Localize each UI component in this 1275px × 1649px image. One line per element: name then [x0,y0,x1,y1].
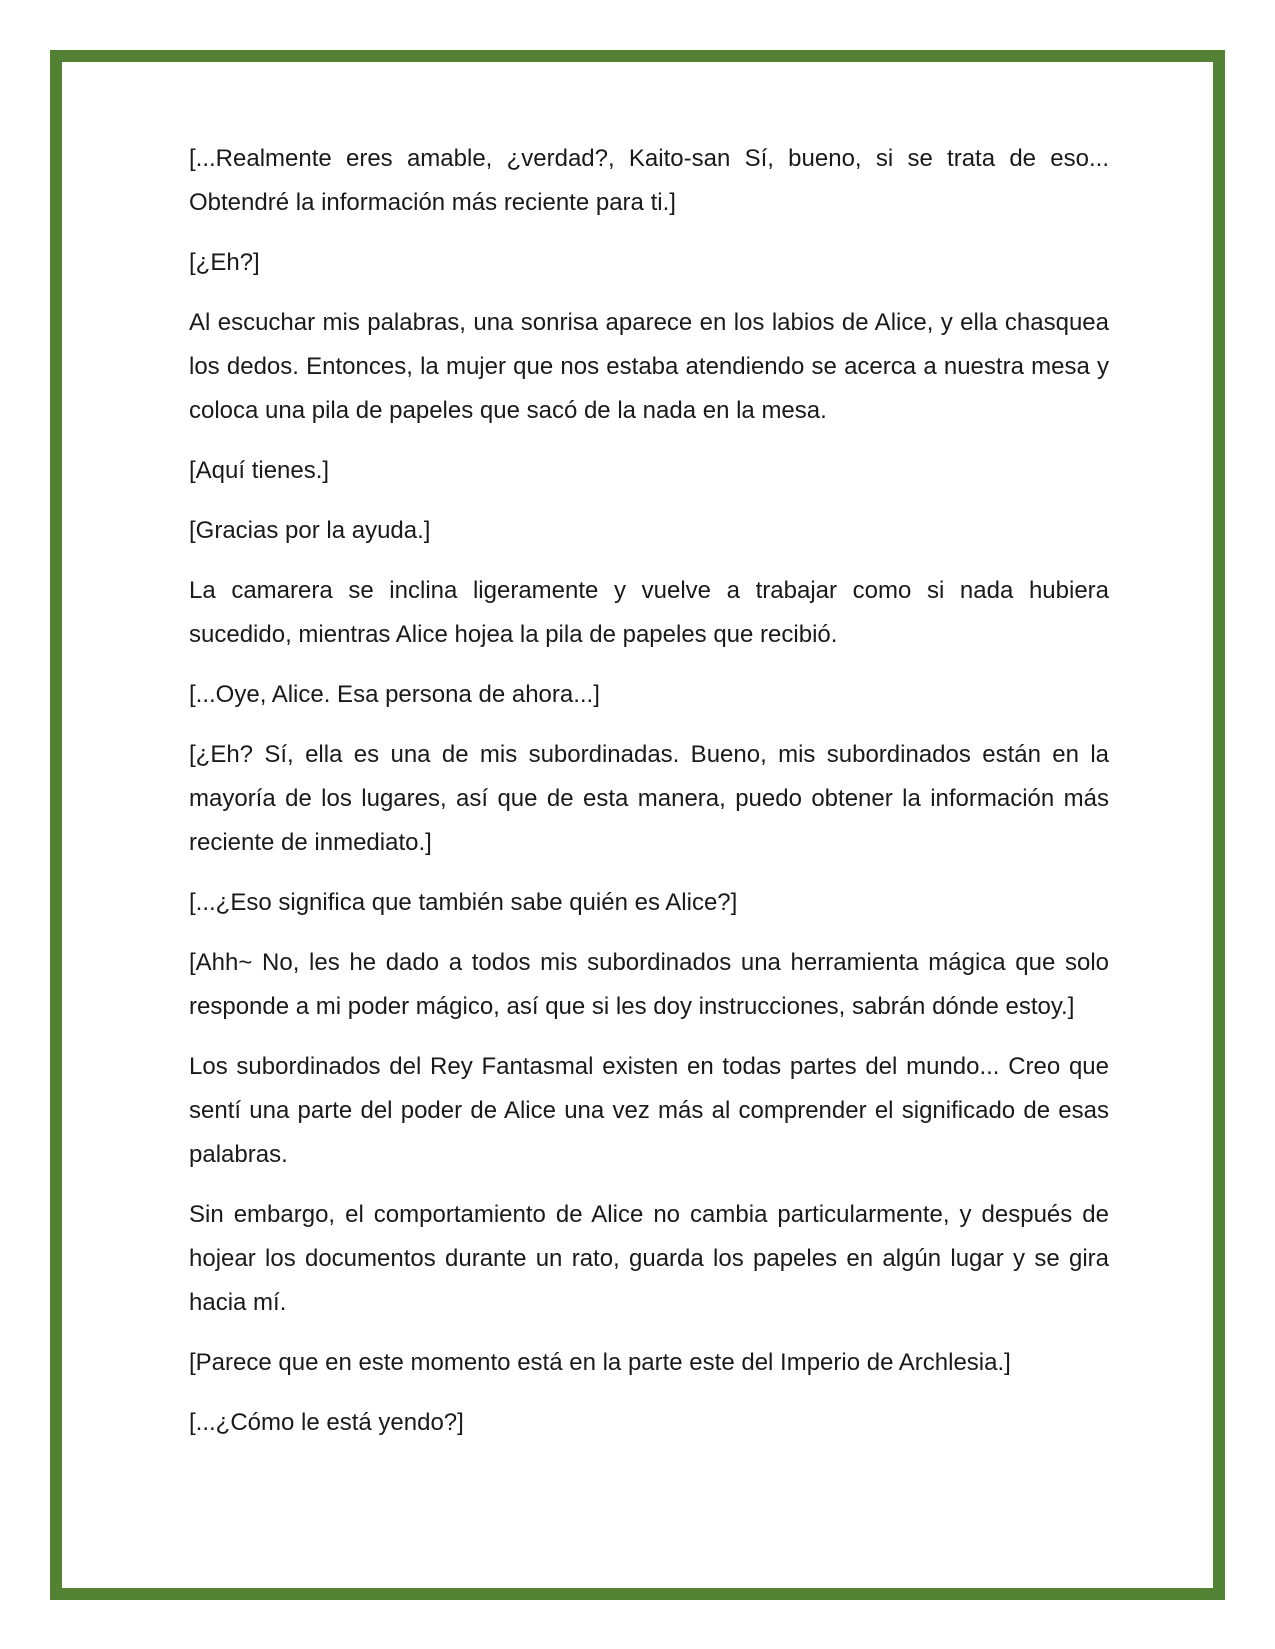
paragraph-2: [¿Eh?] [189,249,260,276]
paragraph-13: [Parece que en este momento está en la parte este del Imperio de Archlesia.] [189,1349,1011,1376]
paragraph-11: Los subordinados del Rey Fantasmal existen en todas partes del mundo... Creo que sentí una parte del poder de Alice una vez más al comprender el significado de esas palabras. [189,1053,1109,1168]
paragraph-14: [...¿Cómo le está yendo?] [189,1409,464,1436]
page-border-frame [50,50,1225,1600]
paragraph-3: Al escuchar mis palabras, una sonrisa aparece en los labios de Alice, y ella chasquea los dedos. Entonces, la mujer que nos estaba atendiendo se acerca a nuestra mesa y coloca una pila de papeles que sacó de la nada en la mesa. [189,309,1109,424]
paragraph-12: Sin embargo, el comportamiento de Alice no cambia particularmente, y después de hojear los documentos durante un rato, guarda los papeles en algún lugar y se gira hacia mí. [189,1201,1109,1316]
paragraph-7: [...Oye, Alice. Esa persona de ahora...] [189,681,600,708]
document-body [189,137,1109,1461]
paragraph-8: [¿Eh? Sí, ella es una de mis subordinadas. Bueno, mis subordinados están en la mayoría de los lugares, así que de esta manera, puedo obtener la información más reciente de inmediato.] [189,741,1109,856]
paragraph-6: La camarera se inclina ligeramente y vuelve a trabajar como si nada hubiera sucedido, mientras Alice hojea la pila de papeles que recibió. [189,577,1109,648]
paragraph-10: [Ahh~ No, les he dado a todos mis subordinados una herramienta mágica que solo responde a mi poder mágico, así que si les doy instrucciones, sabrán dónde estoy.] [189,949,1109,1020]
paragraph-5: [Gracias por la ayuda.] [189,517,431,544]
paragraph-1: [...Realmente eres amable, ¿verdad?, Kaito-san Sí, bueno, si se trata de eso... Obtendré la información más reciente para ti.] [189,145,1109,216]
paragraph-4: [Aquí tienes.] [189,457,330,484]
paragraph-9: [...¿Eso significa que también sabe quién es Alice?] [189,889,738,916]
